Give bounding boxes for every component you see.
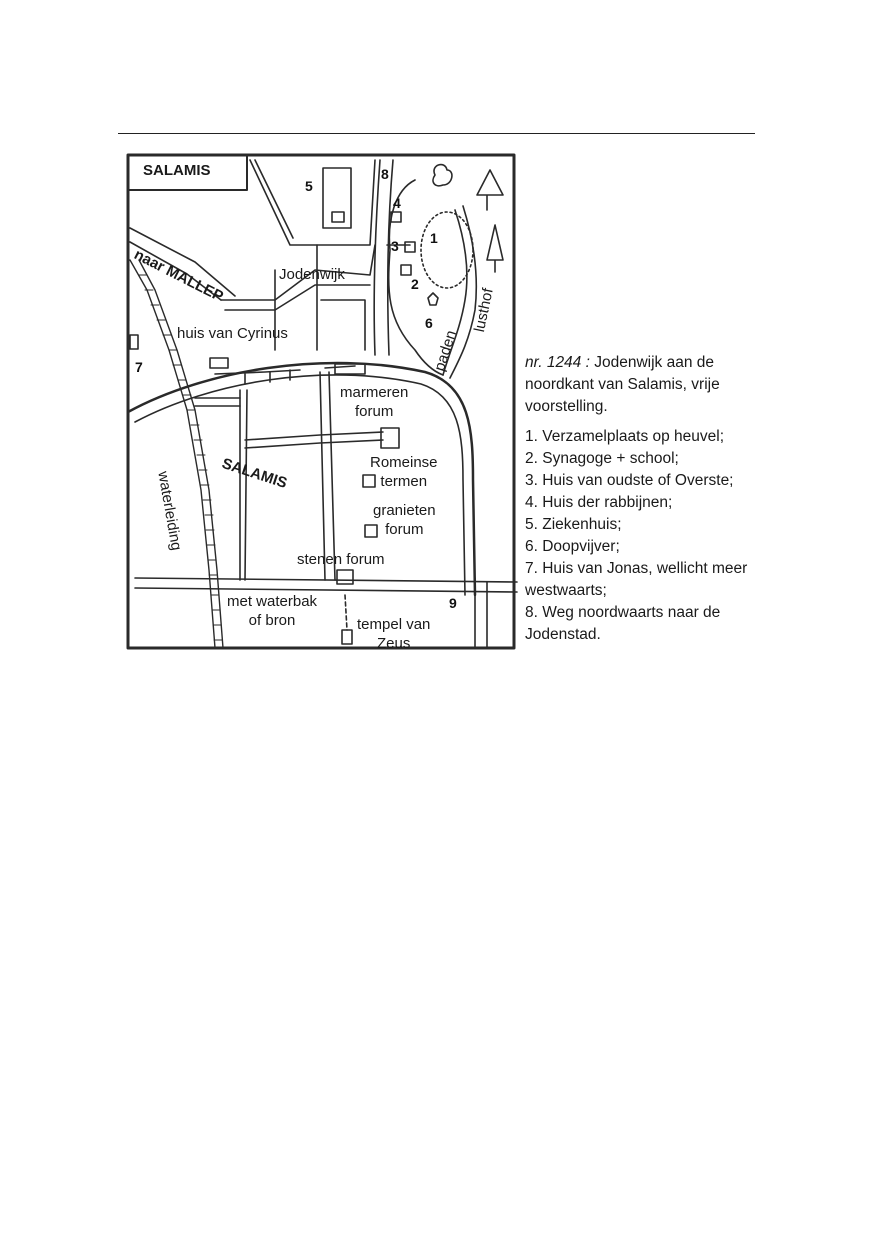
road-north-8 xyxy=(374,160,380,355)
marker-1: 1 xyxy=(430,230,438,246)
top-rule xyxy=(118,133,755,134)
stenen-forum-building xyxy=(337,570,353,584)
caption-text: Jodenwijk aan de noordkant van Salamis, vrije voorstelling. xyxy=(525,354,720,415)
huis-oudste xyxy=(405,242,415,252)
marmeren-forum-building xyxy=(381,428,399,448)
marker-4: 4 xyxy=(393,195,401,211)
caption-intro xyxy=(525,352,765,418)
street-east-west xyxy=(245,432,383,440)
marker-3: 3 xyxy=(391,238,399,254)
legend-item: 6. Doopvijver; xyxy=(525,538,620,555)
map-title: SALAMIS xyxy=(143,162,211,179)
ziekenhuis-building xyxy=(323,168,351,228)
tempel-zeus-building xyxy=(342,630,352,644)
road-south-upper xyxy=(135,578,517,582)
label-romeinse-termen: Romeinse termen xyxy=(370,454,438,490)
road-south-lower xyxy=(135,588,517,592)
legend-list xyxy=(525,426,765,646)
legend-item: 7. Huis van Jonas, wellicht meer westwaarts; xyxy=(525,560,748,599)
label-salamis-center: SALAMIS xyxy=(219,455,290,493)
tree-3 xyxy=(433,165,452,186)
label-granieten-forum: granieten forum xyxy=(373,502,436,538)
map-caption xyxy=(525,352,765,646)
label-jodenwijk: Jodenwijk xyxy=(279,266,345,283)
legend-item: 8. Weg noordwaarts naar de Jodenstad. xyxy=(525,604,721,643)
marker-7: 7 xyxy=(135,359,143,375)
marker-5: 5 xyxy=(305,178,313,194)
tree-2 xyxy=(487,225,503,272)
label-stenen-forum: stenen forum xyxy=(297,551,385,568)
synagoge xyxy=(401,265,411,275)
label-huis-van-cyrinus: huis van Cyrinus xyxy=(177,325,288,342)
legend-item: 4. Huis der rabbijnen; xyxy=(525,494,673,511)
label-lusthof: lusthof xyxy=(471,286,497,334)
label-waterleiding: waterleiding xyxy=(154,470,185,552)
label-paden: paden xyxy=(431,328,461,374)
marker-6: 6 xyxy=(425,315,433,331)
street-center xyxy=(320,372,325,580)
road-east-vertical xyxy=(475,578,487,648)
marker-2: 2 xyxy=(411,276,419,292)
huis-jonas xyxy=(130,335,138,349)
legend-item: 3. Huis van oudste of Overste; xyxy=(525,472,734,489)
tree-1 xyxy=(477,170,503,210)
legend-item: 1. Verzamelplaats op heuvel; xyxy=(525,428,725,445)
legend-item: 2. Synagoge + school; xyxy=(525,450,679,467)
map-drawing xyxy=(125,150,517,653)
legend-item: 5. Ziekenhuis; xyxy=(525,516,622,533)
road-north-a xyxy=(250,160,375,245)
doopvijver xyxy=(428,293,438,305)
label-marmeren-forum: marmeren forum xyxy=(340,384,409,420)
marker-9: 9 xyxy=(449,595,457,611)
label-met-waterbak: met waterbak of bron xyxy=(227,593,318,629)
caption-ref: nr. 1244 : xyxy=(525,354,590,371)
marker-8: 8 xyxy=(381,166,389,182)
map-salamis xyxy=(125,150,517,653)
label-tempel-van-zeus: tempel van Zeus xyxy=(357,616,431,652)
label-naar-mallep: naar MALLEP xyxy=(131,246,226,306)
